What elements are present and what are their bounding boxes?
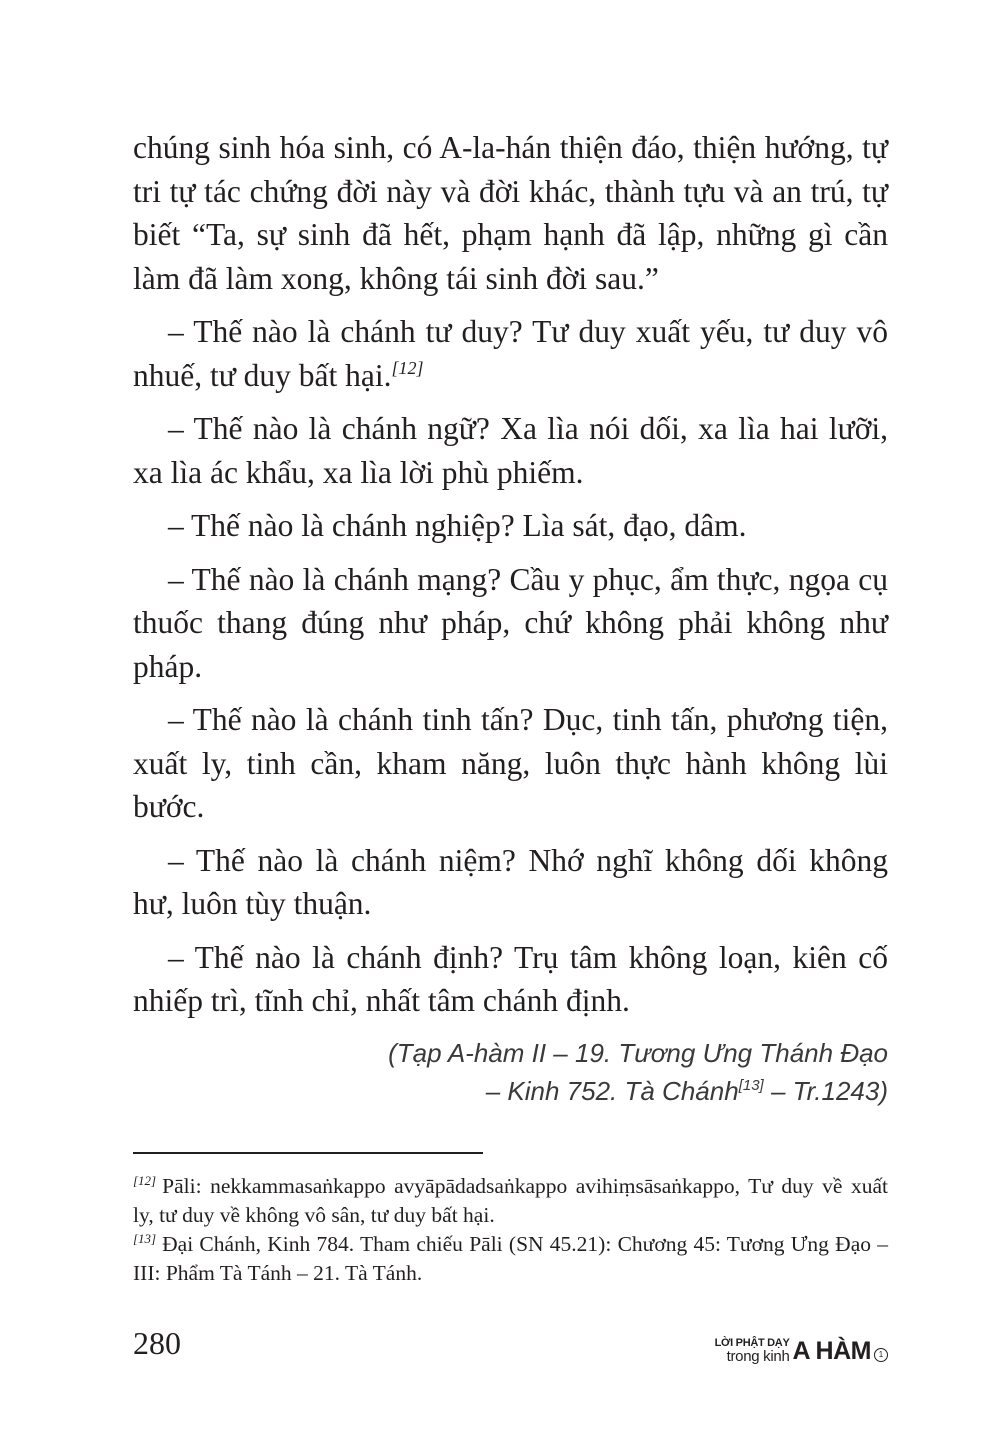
book-title-main: A HÀM [792, 1337, 871, 1365]
paragraph-right-action: – Thế nào là chánh nghiệp? Lìa sát, đạo, dâm. [168, 508, 747, 543]
footnote-13 [133, 1230, 888, 1288]
book-title-top: LỜI PHẬT DẠY [714, 1337, 790, 1349]
source-citation [288, 1034, 888, 1110]
footnotes [133, 1172, 888, 1288]
paragraph-continuation: chúng sinh hóa sinh, có A-la-hán thiện đáo, thiện hướng, tự tri tự tác chứng đời này và đời khác, thành tựu và an trú, tự biết “Ta, sự sinh đã hết, phạm hạnh đã lập, những gì cần làm đã làm xong, không tái sinh đời sau.” [133, 130, 888, 296]
body-text [133, 126, 888, 1033]
book-title-small [715, 1338, 790, 1364]
volume-badge: 1 [874, 1348, 888, 1362]
paragraph-right-livelihood: – Thế nào là chánh mạng? Cầu y phục, ẩm thực, ngọa cụ thuốc thang đúng như pháp, chứ không phải không như pháp. [133, 561, 888, 684]
paragraph-right-speech: – Thế nào là chánh ngữ? Xa lìa nói dối, xa lìa hai lưỡi, xa lìa ác khẩu, xa lìa lời phù phiếm. [133, 411, 888, 490]
footnote-ref-12[interactable]: [12] [391, 357, 424, 378]
footnote-divider [133, 1152, 483, 1154]
paragraph-right-mindfulness: – Thế nào là chánh niệm? Nhớ nghĩ không dối không hư, luôn tùy thuận. [133, 842, 888, 921]
footnote-text: Đại Chánh, Kinh 784. Tham chiếu Pāli (SN 45.21): Chương 45: Tương Ưng Đạo – III: Phẩm Tà Tánh – 21. Tà Tánh. [133, 1232, 888, 1285]
paragraph-right-concentration: – Thế nào là chánh định? Trụ tâm không loạn, kiên cố nhiếp trì, tĩnh chỉ, nhất tâm chánh định. [133, 939, 888, 1018]
citation-line-1: (Tạp A-hàm II – 19. Tương Ưng Thánh Đạo [388, 1038, 888, 1068]
footnote-ref-13[interactable]: [13] [738, 1077, 764, 1094]
book-title-logo [715, 1334, 888, 1368]
citation-text: – Kinh 752. Tà Chánh [485, 1076, 739, 1106]
footnote-mark: [13] [133, 1231, 157, 1246]
footnote-12 [133, 1172, 888, 1230]
book-title-bottom: trong kinh [726, 1348, 790, 1365]
paragraph-text: – Thế nào là chánh tư duy? Tư duy xuất yếu, tư duy vô nhuế, tư duy bất hại. [133, 314, 888, 393]
paragraph-right-effort: – Thế nào là chánh tinh tấn? Dục, tinh tấn, phương tiện, xuất ly, tinh cần, kham năng, luôn thực hành không lùi bước. [133, 702, 888, 824]
citation-text-end: – Tr.1243) [763, 1076, 888, 1106]
paragraph-right-thought [133, 310, 888, 397]
citation-line-2 [288, 1072, 888, 1110]
footnote-text: Pāli: nekkammasaṅkappo avyāpādadsaṅkappo avihiṃsāsaṅkappo, Tư duy về xuất ly, tư duy về không vô sân, tư duy bất hại. [133, 1174, 888, 1227]
page-number: 280 [133, 1325, 181, 1361]
footnote-mark: [12] [133, 1173, 157, 1188]
